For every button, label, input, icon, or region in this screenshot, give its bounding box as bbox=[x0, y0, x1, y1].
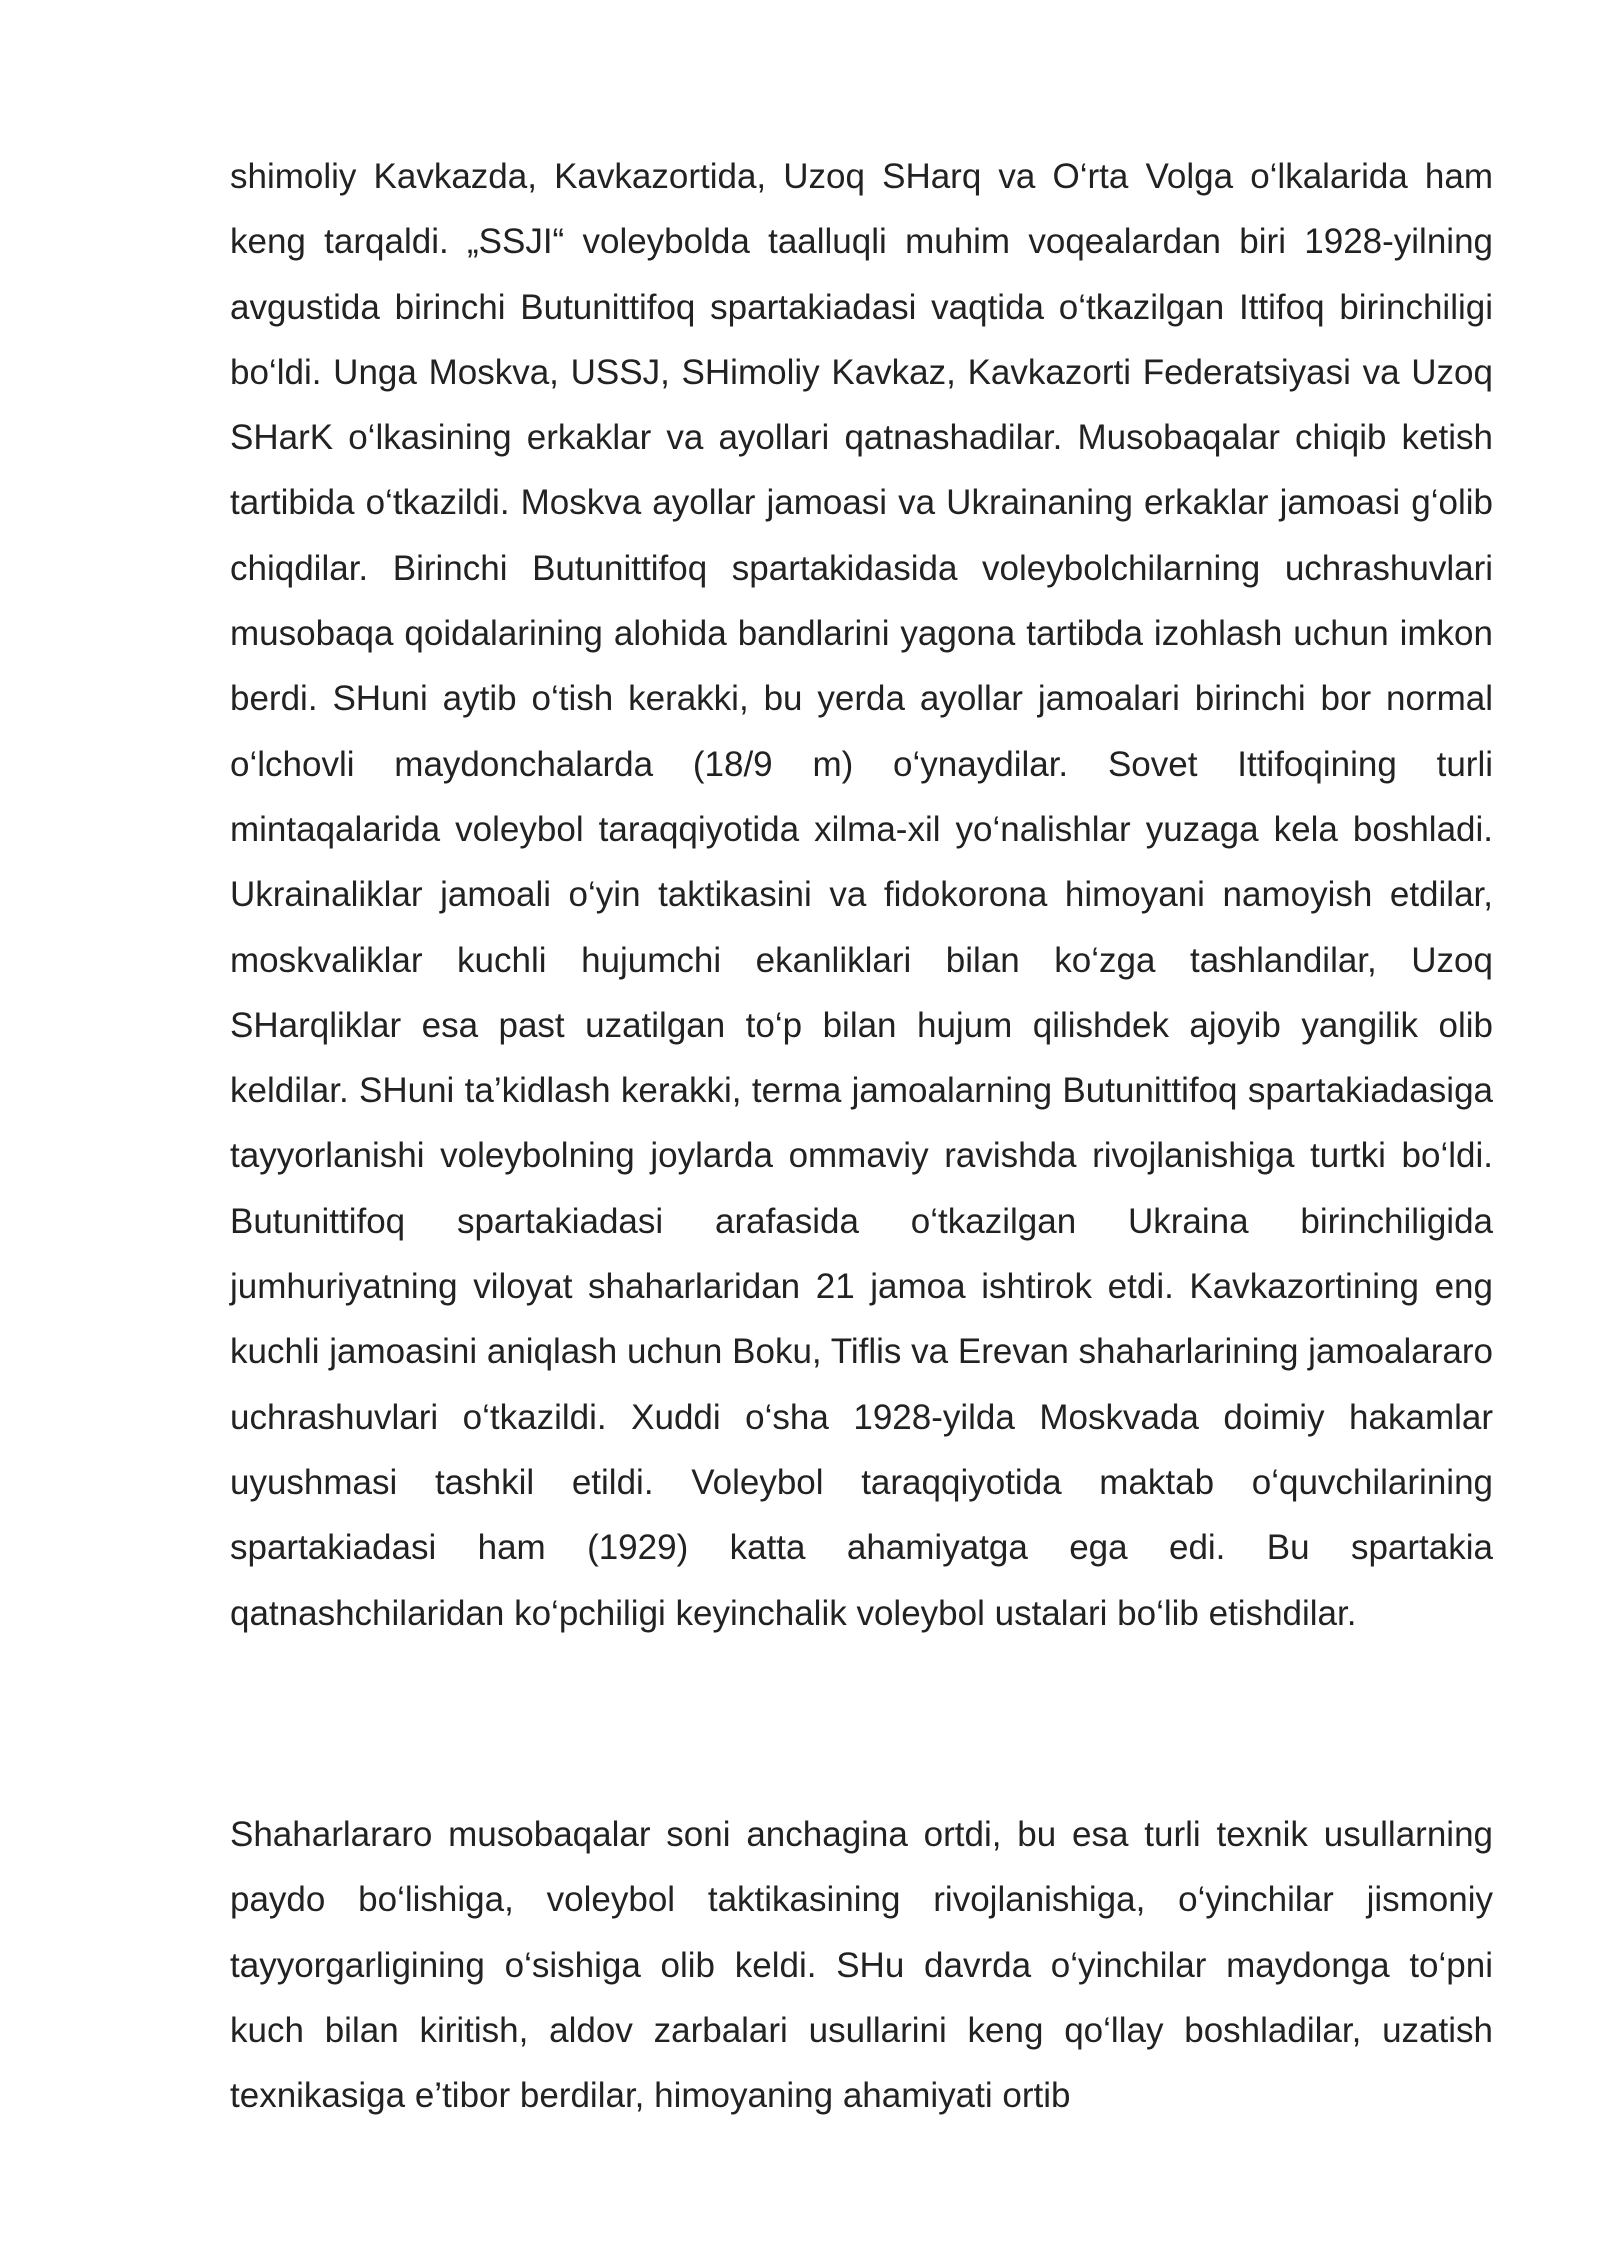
body-paragraph-1 bbox=[230, 144, 1493, 1646]
paragraph-text: Shaharlararo musobaqalar soni anchagina ortdi, bu esa turli texnik usullarning paydo bo‘lishiga, voleybol taktikasining rivojlanishiga, o‘yinchilar jismoniy tayyorgarligining o‘sishiga olib keldi. SHu davrda o‘yinchilar maydonga to‘pni kuch bilan kiritish, aldov zarbalari usullarini keng qo‘llay boshladilar, uzatish texnikasiga e’tibor berdilar, himoyaning ahamiyati ortib bbox=[230, 1815, 1493, 2116]
body-paragraph-2 bbox=[230, 1802, 1493, 2128]
paragraph-text: shimoliy Kavkazda, Kavkazortida, Uzoq SHarq va O‘rta Volga o‘lkalarida ham keng tarqaldi. „SSJI“ voleybolda taalluqli muhim voqealardan biri 1928-yilning avgustida birinchi Butunittifoq spartakiadasi vaqtida o‘tkazilgan Ittifoq birinchiligi bo‘ldi. Unga Moskva, USSJ, SHimoliy Kavkaz, Kavkazorti Federatsiyasi va Uzoq SHarK o‘lkasining erkaklar va ayollari qatnashadilar. Musobaqalar chiqib ketish tartibida o‘tkazildi. Moskva ayollar jamoasi va Ukrainaning erkaklar jamoasi g‘olib chiqdilar. Birinchi Butunittifoq spartakidasida voleybolchilarning uchrashuvlari musobaqa qoidalarining alohida bandlarini yagona tartibda izohlash uchun imkon berdi. SHuni aytib o‘tish kerakki, bu yerda ayollar jamoalari birinchi bor normal o‘lchovli maydonchalarda (18/9 m) o‘ynaydilar. Sovet Ittifoqining turli mintaqalarida voleybol taraqqiyotida xilma-xil yo‘nalishlar yuzaga kela boshladi. Ukrainaliklar jamoali o‘yin taktikasini va fidokorona himoyani namoyish etdilar, moskvaliklar kuchli hujumchi ekanliklari bilan ko‘zga tashlandilar, Uzoq SHarqliklar esa past uzatilgan to‘p bilan hujum qilishdek ajoyib yangilik olib keldilar. SHuni ta’kidlash kerakki, terma jamoalarning Butunittifoq spartakiadasiga tayyorlanishi voleybolning joylarda ommaviy ravishda rivojlanishiga turtki bo‘ldi. Butunittifoq spartakiadasi arafasida o‘tkazilgan Ukraina birinchiligida jumhuriyatning viloyat shaharlaridan 21 jamoa ishtirok etdi. Kavkazortining eng kuchli jamoasini aniqlash uchun Boku, Tiflis va Erevan shaharlarining jamoalararo uchrashuvlari o‘tkazildi. Xuddi o‘sha 1928-yilda Moskvada doimiy hakamlar uyushmasi tashkil etildi. Voleybol taraqqiyotida maktab o‘quvchilarining spartakiadasi ham (1929) katta ahamiyatga ega edi. Bu spartakia qatnashchilaridan ko‘pchiligi keyinchalik voleybol ustalari bo‘lib etishdilar. bbox=[230, 157, 1493, 1633]
